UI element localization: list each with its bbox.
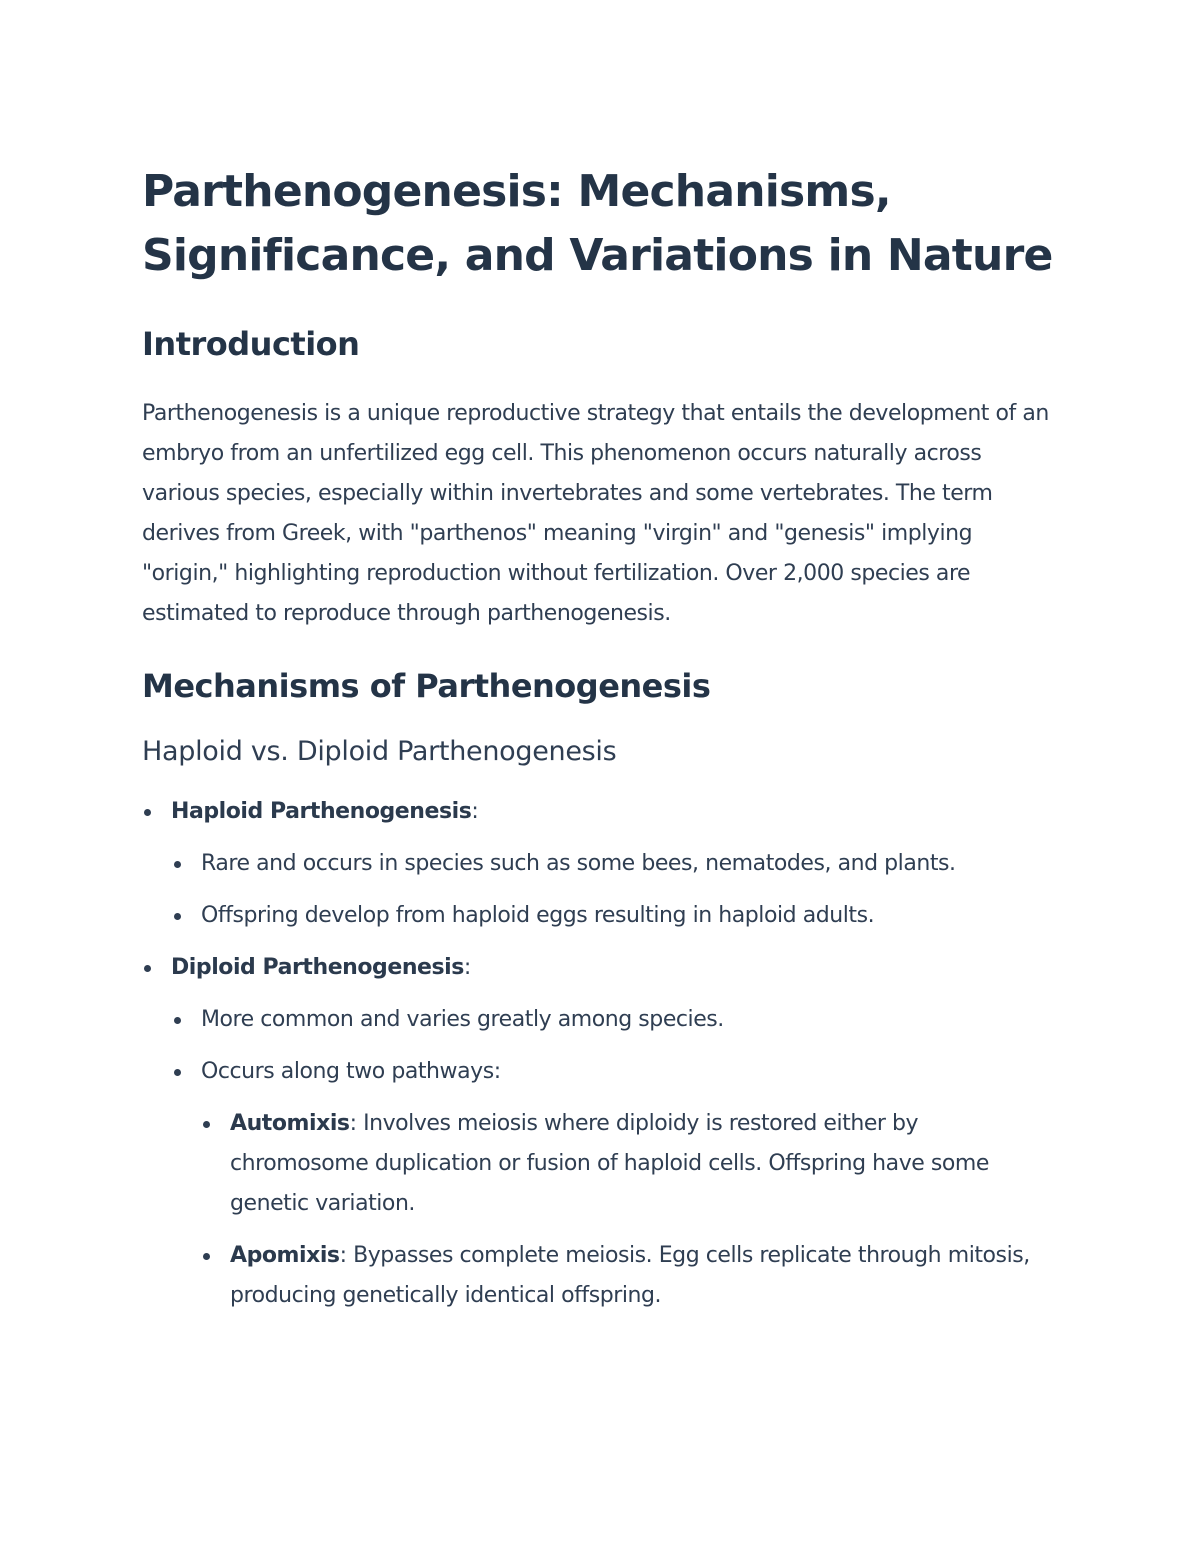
haploid-vs-diploid-subheading: Haploid vs. Diploid Parthenogenesis	[142, 736, 617, 767]
bullet-icon	[144, 965, 151, 972]
apomixis-description: : Bypasses complete meiosis. Egg cells replicate through mitosis, producing genetically identical offspring.	[230, 1243, 1030, 1308]
haploid-term-suffix: :	[471, 799, 479, 824]
list-item	[171, 1052, 1062, 1316]
list-item-diploid	[142, 948, 1062, 1316]
list-item-haploid	[142, 792, 1062, 936]
bullet-icon	[203, 1253, 210, 1260]
diploid-point: Occurs along two pathways:	[201, 1059, 501, 1084]
haploid-point: Offspring develop from haploid eggs resulting in haploid adults.	[201, 903, 875, 928]
bullet-icon	[174, 1017, 181, 1024]
pathways-list	[201, 1104, 1062, 1316]
parthenogenesis-types-list	[142, 792, 1062, 1316]
automixis-description: : Involves meiosis where diploidy is restored either by chromosome duplication or fusion of haploid cells. Offspring have some genetic variation.	[230, 1111, 989, 1216]
haploid-points-list	[171, 844, 1062, 936]
bullet-icon	[203, 1121, 210, 1128]
list-item-automixis	[201, 1104, 1062, 1224]
automixis-term: Automixis	[230, 1111, 350, 1136]
list-item-apomixis	[201, 1236, 1062, 1316]
document-title: Parthenogenesis: Mechanisms, Significance, and Variations in Nature	[142, 166, 1053, 281]
diploid-term: Diploid Parthenogenesis	[171, 955, 464, 980]
introduction-heading: Introduction	[142, 325, 360, 363]
bullet-icon	[174, 913, 181, 920]
list-item	[171, 896, 1062, 936]
haploid-term: Haploid Parthenogenesis	[171, 799, 472, 824]
bullet-icon	[144, 809, 151, 816]
document-page	[142, 160, 1062, 1316]
bullet-icon	[174, 1069, 181, 1076]
list-item	[171, 844, 1062, 884]
diploid-term-suffix: :	[463, 955, 471, 980]
bullet-icon	[174, 861, 181, 868]
mechanisms-heading: Mechanisms of Parthenogenesis	[142, 667, 711, 705]
haploid-point: Rare and occurs in species such as some bees, nematodes, and plants.	[201, 851, 956, 876]
apomixis-term: Apomixis	[230, 1243, 340, 1268]
diploid-point: More common and varies greatly among species.	[201, 1007, 724, 1032]
introduction-paragraph: Parthenogenesis is a unique reproductive strategy that entails the development of an embryo from an unfertilized egg cell. This phenomenon occurs naturally across various species, especially within invertebrates and some vertebrates. The term derives from Greek, with "parthenos" meaning "virgin" and "genesis" implying "origin," highlighting reproduction without fertilization. Over 2,000 species are estimated to reproduce through parthenogenesis.	[142, 401, 1049, 626]
list-item	[171, 1000, 1062, 1040]
diploid-points-list	[171, 1000, 1062, 1316]
